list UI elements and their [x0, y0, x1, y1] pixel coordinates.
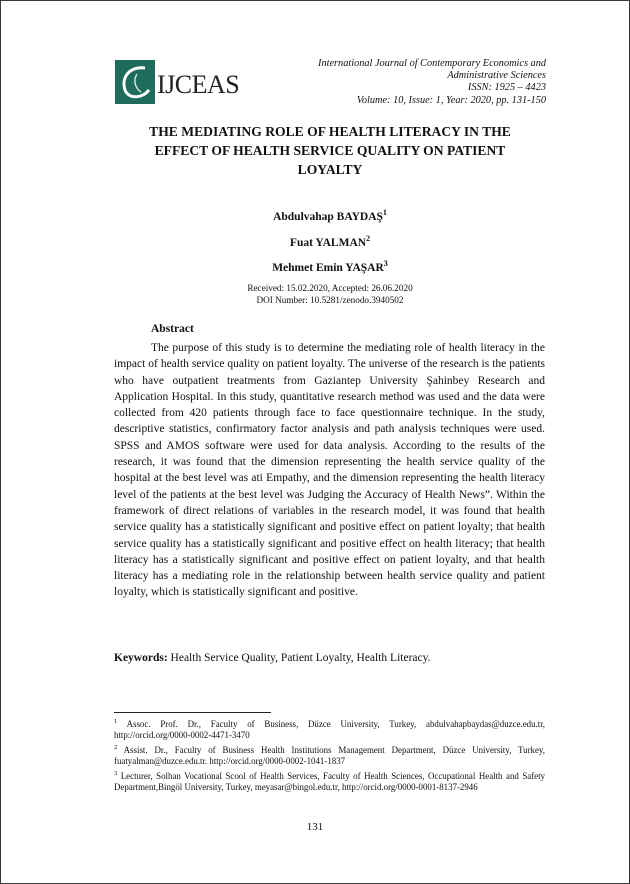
- author-name: Mehmet Emin YAŞAR: [272, 261, 384, 274]
- doi-number: DOI Number: 10.5281/zenodo.3940502: [256, 295, 404, 305]
- title-line3: LOYALTY: [297, 162, 363, 177]
- abstract-body: The purpose of this study is to determine the mediating role of health literacy in the impact of health service quality on patient loyalty. The universe of the research is the patients who have outpatient treatments from Gaziantep University Şahinbey Research and Application Hospital. In this study, quantitative research method was used and the data were collected from 420 patients through face to face questionnaire technique. In the study, descriptive statistics, confirmatory factor analysis and path analysis techniques were used. SPSS and AMOS software were used for data analysis. According to the results of the research, it was found that the dimension representing the health service quality of the hospital at the best level was ati Empathy, and the dimension representing the health literacy level of the patients at the best level was Judging the Accuracy of Health News”. Within the framework of direct relations of variables in the research model, it was found that health service quality has a statistically significant and positive effect on patient loyalty; that health service quality has a statistically significant and positive effect on health literacy; that health literacy has a statistically significant and positive effect on patient loyalty, and that health literacy has a mediating role in the relationship between health service quality and patient loyalty, which is statistically significant and positive.: [114, 342, 545, 599]
- footnote-divider: [114, 712, 271, 713]
- footnote-text: Lecturer, Solhan Vocational Scool of Health Services, Faculty of Health Sciences, Occupational Health and Safety Department,Bingöl University, Turkey, meyasar@bingol.edu.tr, http://orcid.org/0000-0001-8137-2946: [114, 770, 545, 793]
- footnote-text: Assoc. Prof. Dr., Faculty of Business, Düzce University, Turkey, abdulvahapbaydas@duzce.edu.tr, http://orcid.org/0000-0002-4471-3470: [114, 718, 546, 741]
- footnote-text: Assist. Dr., Faculty of Business Health Institutions Management Department, Düzce University, Turkey, fuatyalman@duzce.edu.tr. http://orcid.org/0000-0002-1041-1837: [114, 744, 545, 767]
- author-footnote-mark: 2: [366, 234, 371, 243]
- keywords: [114, 652, 545, 664]
- footnote-mark: 3: [114, 769, 118, 777]
- paper-title: [110, 122, 550, 179]
- author-1: [110, 208, 550, 223]
- author-footnote-mark: 3: [383, 259, 388, 268]
- footnotes: [114, 716, 545, 794]
- keywords-label: Keywords:: [114, 652, 168, 664]
- author-footnote-mark: 1: [382, 208, 387, 217]
- received-accepted-dates: Received: 15.02.2020, Accepted: 26.06.2020: [247, 283, 413, 293]
- journal-info: [266, 58, 546, 107]
- title-line2: EFFECT OF HEALTH SERVICE QUALITY ON PATIENT: [154, 143, 506, 158]
- footnote-2: [114, 742, 545, 768]
- footnote-mark: 2: [114, 743, 118, 751]
- journal-issue: Volume: 10, Issue: 1, Year: 2020, pp. 131-150: [356, 94, 546, 106]
- journal-name-line1: International Journal of Contemporary Economics and: [318, 58, 546, 69]
- author-2: [110, 234, 550, 249]
- title-line1: THE MEDIATING ROLE OF HEALTH LITERACY IN THE: [149, 124, 511, 139]
- page-number: 131: [306, 821, 324, 833]
- journal-name-line2: Administrative Sciences: [447, 70, 546, 82]
- footnote-mark: 1: [114, 718, 118, 725]
- journal-issn: ISSN: 1925 – 4423: [467, 82, 546, 94]
- journal-logo: [115, 60, 255, 106]
- keywords-text: Health Service Quality, Patient Loyalty, Health Literacy.: [170, 652, 431, 664]
- logo-emblem-icon: [115, 60, 155, 104]
- author-name: Abdulvahap BAYDAŞ: [273, 210, 383, 223]
- logo-text: IJCEAS: [157, 70, 240, 99]
- author-name: Fuat YALMAN: [289, 236, 367, 249]
- abstract-heading: Abstract: [151, 323, 194, 335]
- footnote-3: [114, 768, 545, 794]
- footnote-1: [114, 716, 545, 742]
- author-3: [110, 259, 550, 274]
